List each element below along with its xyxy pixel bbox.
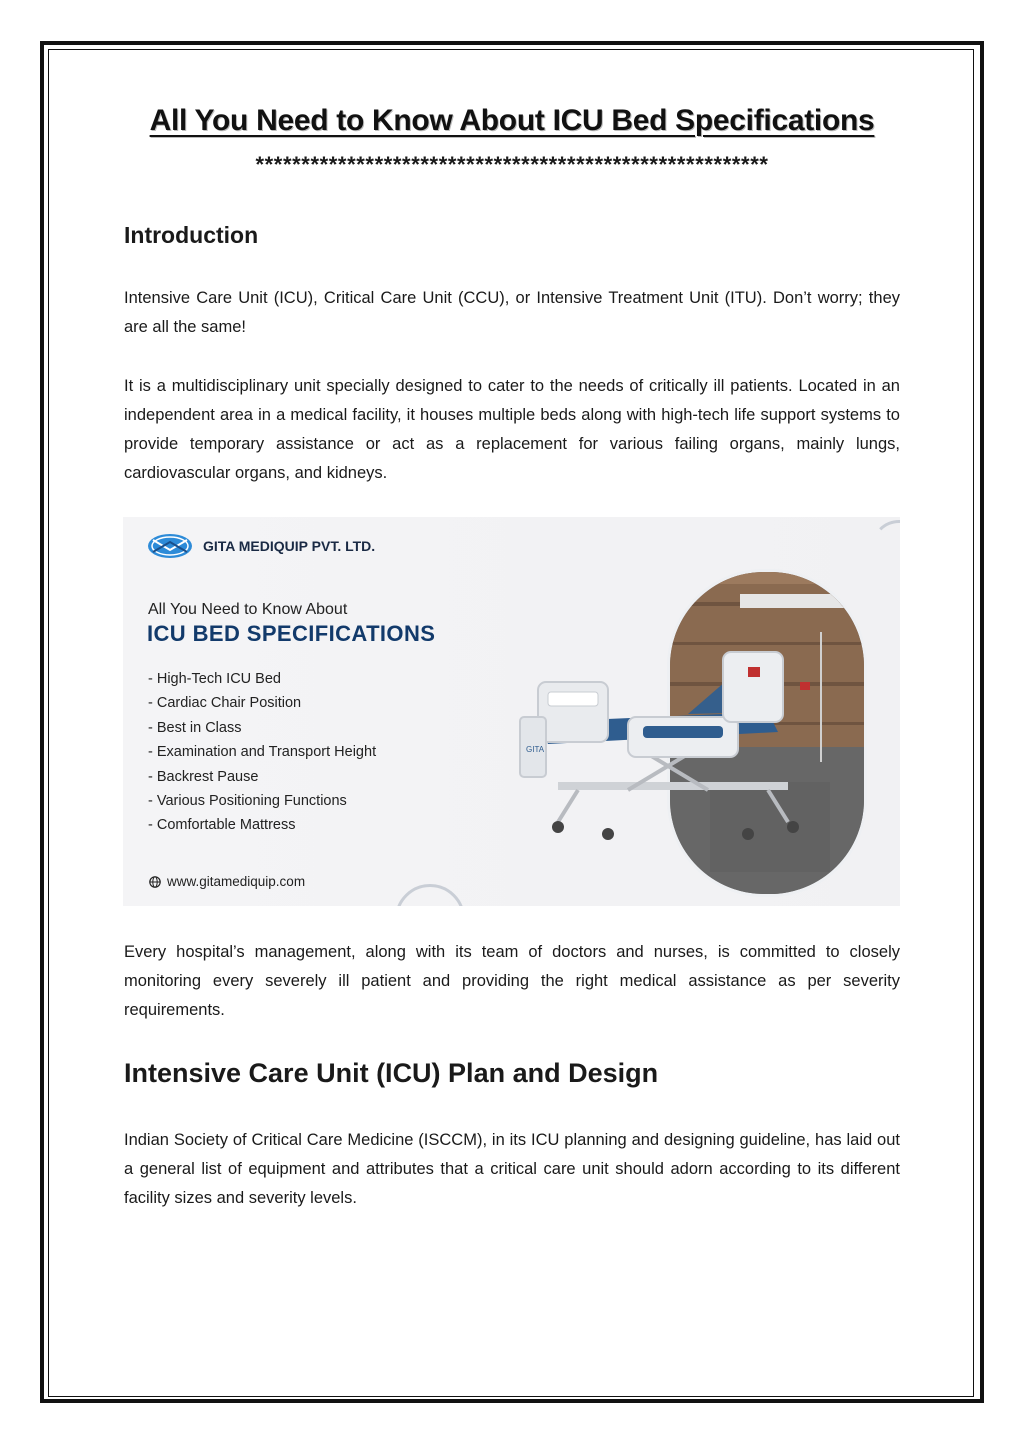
document-title: All You Need to Know About ICU Bed Specifications (149, 104, 875, 137)
icu-bed-banner-image (123, 517, 900, 906)
banner-headline: ICU BED SPECIFICATIONS (147, 621, 436, 646)
feature-item: - Best in Class (148, 719, 242, 736)
plan-design-heading: Intensive Care Unit (ICU) Plan and Design (124, 1058, 659, 1088)
intro-paragraph-1: Intensive Care Unit (ICU), Critical Care Unit (CCU), or Intensive Treatment Unit (ITU). Don’t worry; they are all the same! (124, 289, 900, 336)
website-line (149, 874, 305, 889)
globe-icon (149, 876, 161, 888)
feature-item: - Various Positioning Functions (148, 792, 347, 809)
feature-item: - Examination and Transport Height (148, 744, 377, 761)
feature-list (148, 667, 376, 838)
brand-name: GITA MEDIQUIP PVT. LTD. (203, 538, 376, 554)
website-url: www.gitamediquip.com (167, 874, 306, 889)
management-paragraph: Every hospital’s management, along with its team of doctors and nurses, is committed to closely monitoring every severely ill patient and providing the right medical assistance as per severity requirements. (124, 943, 900, 1019)
feature-item: - Backrest Pause (148, 768, 259, 785)
feature-item: - Comfortable Mattress (148, 817, 296, 834)
decorative-arc-bottom (395, 884, 465, 906)
intro-paragraph-2: It is a multidisciplinary unit specially designed to cater to the needs of critically ill patients. Located in an independent area in a medical facility, it houses multiple beds along with high-tech life support systems to provide temporary assistance or act as a replacement for various failing organs, mainly lungs, cardiovascular organs, and kidneys. (124, 377, 900, 482)
feature-item: - Cardiac Chair Position (148, 695, 302, 712)
introduction-heading: Introduction (124, 222, 259, 248)
feature-item: - High-Tech ICU Bed (148, 671, 281, 687)
decorative-arc-top (871, 520, 900, 576)
icu-bed-illustration (518, 622, 838, 852)
isccm-paragraph: Indian Society of Critical Care Medicine (ISCCM), in its ICU planning and designing guideline, has laid out a general list of equipment and attributes that a critical care unit should adorn according to its different facility sizes and severity levels. (124, 1131, 900, 1207)
gita-logo-icon (147, 533, 193, 559)
star-separator: ******************************************************** (255, 154, 769, 176)
bed-label: GITA (526, 745, 545, 754)
banner-subtitle: All You Need to Know About (148, 601, 348, 618)
